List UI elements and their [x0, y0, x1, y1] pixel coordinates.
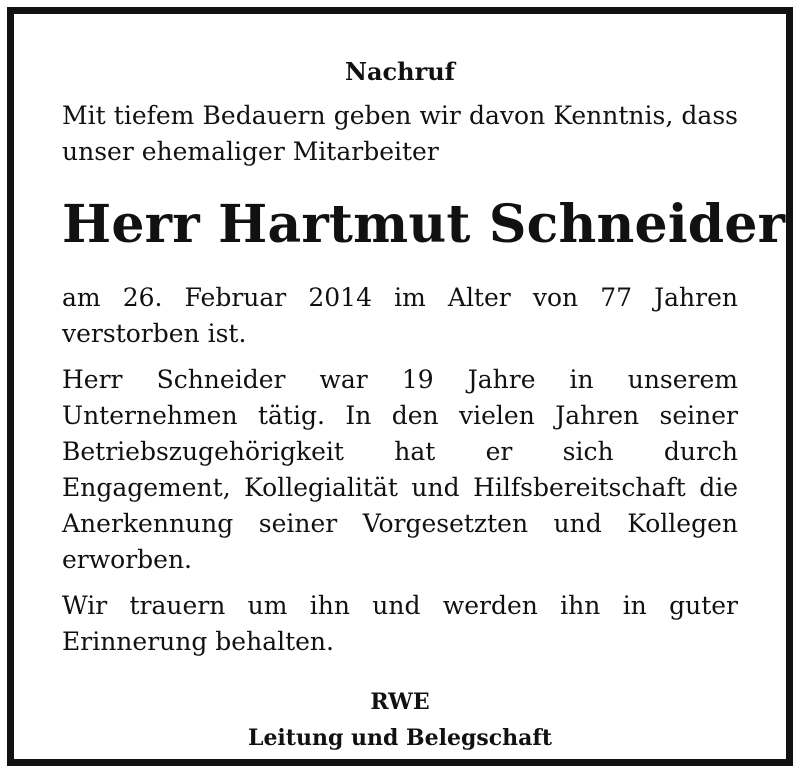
signature-signatories: Leitung und Belegschaft: [247, 725, 553, 751]
death-statement: am 26. Februar 2014 im Alter von 77 Jahren verstorben ist.: [62, 283, 738, 348]
obituary-content: [62, 56, 786, 756]
closing-text: Wir trauern um ihn und werden ihn in guter Erinnerung behalten.: [62, 591, 738, 656]
signature-company: RWE: [370, 689, 430, 715]
obituary-heading: Nachruf: [345, 57, 455, 86]
intro-text: Mit tiefem Bedauern geben wir davon Kenntnis, dass unser ehemaliger Mitarbeiter: [62, 101, 738, 166]
deceased-name: Herr Hartmut Schneider: [62, 194, 786, 255]
obituary-frame: [7, 7, 793, 766]
signature-block: [62, 684, 738, 756]
tribute-text: Herr Schneider war 19 Jahre in unserem Unternehmen tätig. In den vielen Jahren seiner Betriebszugehörigkeit hat er sich durch Engagement, Kollegialität und Hilfsbereitschaft die Anerkennung seiner Vorgesetzten und Kollegen erworben.: [62, 365, 738, 574]
